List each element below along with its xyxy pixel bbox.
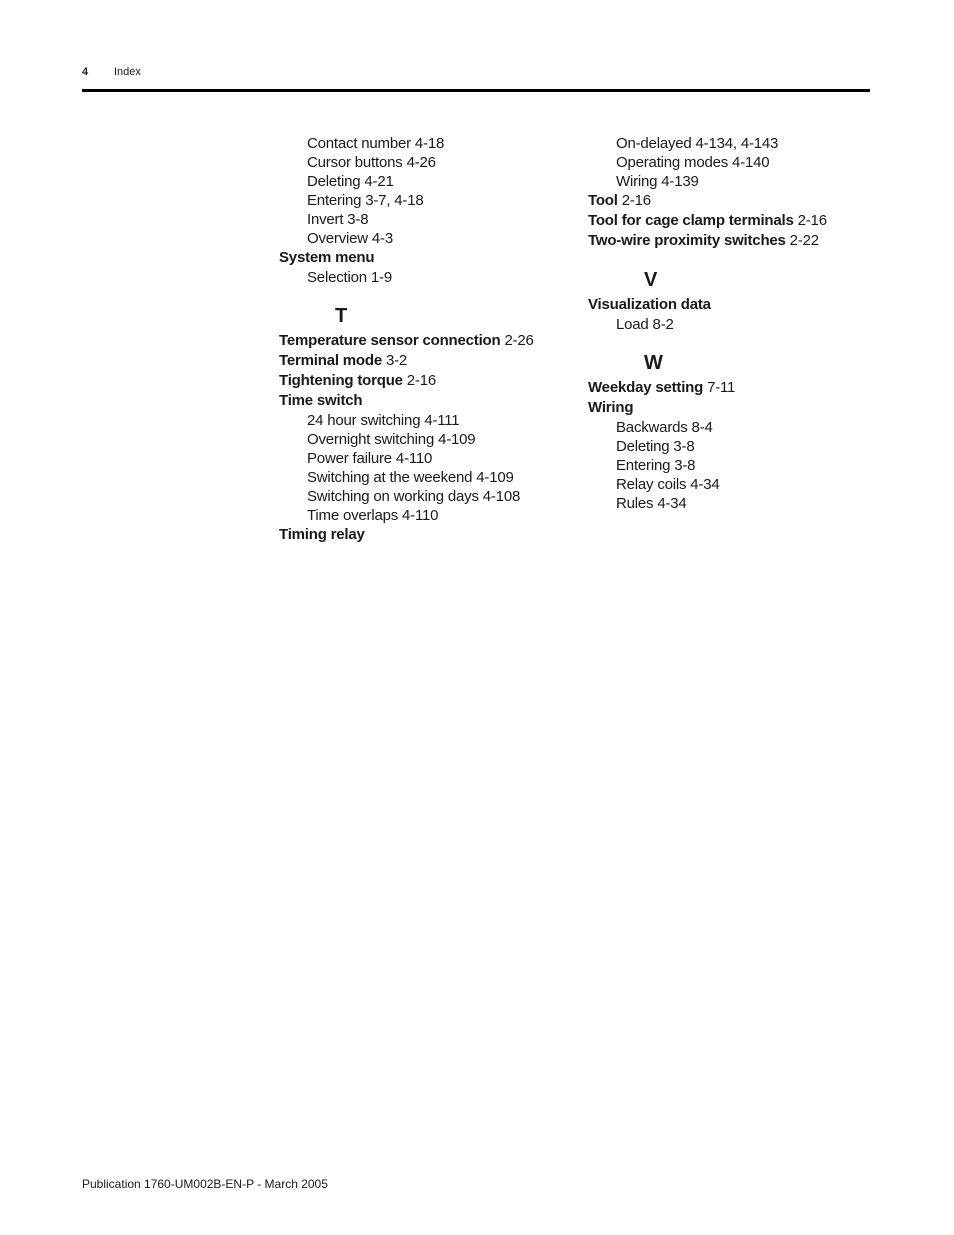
index-subentry-on-delayed: [588, 134, 878, 153]
page-reference: 2-16: [621, 192, 651, 209]
page-reference: 4-21: [364, 173, 394, 190]
index-term: Entering: [307, 192, 362, 209]
page-reference: 3-7, 4-18: [365, 192, 424, 209]
index-subentry-time-overlaps: [279, 506, 569, 525]
index-term: Switching at the weekend: [307, 469, 473, 486]
page-reference: 2-16: [406, 372, 437, 389]
index-term: Tool: [588, 192, 618, 209]
index-term: Rules: [616, 495, 654, 512]
index-letter-t: T: [335, 305, 348, 327]
index-subentry-deleting: [588, 437, 878, 456]
page-reference: 4-108: [482, 488, 521, 505]
index-subentry-switching-on-working-days: [279, 487, 569, 506]
index-term: Temperature sensor connection: [279, 332, 501, 349]
page-reference: 4-34: [690, 476, 720, 493]
index-term: Entering: [616, 457, 671, 474]
index-entry-visualization-data: [588, 295, 878, 315]
index-term: Two-wire proximity switches: [588, 232, 786, 249]
page-number: 4: [82, 66, 89, 78]
page-reference: 4-18: [414, 135, 445, 152]
index-entry-time-switch: [279, 391, 569, 411]
index-term: Weekday setting: [588, 379, 704, 396]
index-entry-tightening-torque: [279, 371, 569, 391]
index-term: Overnight switching: [307, 431, 435, 448]
page-reference: 4-139: [661, 173, 699, 190]
page-reference: 4-110: [402, 507, 439, 524]
index-term: Tool for cage clamp terminals: [588, 212, 794, 229]
page-reference: 4-140: [732, 154, 770, 171]
index-subentry-wiring: [588, 172, 878, 191]
index-subentry-overnight-switching: [279, 430, 569, 449]
index-term: 24 hour switching: [307, 412, 421, 429]
index-subentry-invert: [279, 210, 569, 229]
page-reference: 8-4: [691, 419, 713, 436]
index-subentry-power-failure: [279, 449, 569, 468]
index-term: Power failure: [307, 450, 392, 467]
index-term: Time switch: [279, 392, 363, 409]
index-term: Cursor buttons: [307, 154, 403, 171]
index-entry-system-menu: [279, 248, 569, 268]
index-term: Timing relay: [279, 526, 365, 543]
index-entry-wiring: [588, 398, 878, 418]
index-subentry-entering: [279, 191, 569, 210]
page-reference: 4-134, 4-143: [695, 135, 779, 152]
page-reference: 4-109: [438, 431, 476, 448]
index-term: Invert: [307, 211, 344, 228]
page-reference: 4-26: [406, 154, 436, 171]
index-term: Selection: [307, 269, 367, 286]
index-term: Deleting: [307, 173, 361, 190]
index-subentry-operating-modes: [588, 153, 878, 172]
index-subentry-relay-coils: [588, 475, 878, 494]
page-reference: 7-11: [707, 379, 736, 396]
index-term: Load: [616, 316, 649, 333]
index-term: Relay coils: [616, 476, 687, 493]
page-reference: 4-111: [424, 412, 460, 429]
index-subentry-24-hour-switching: [279, 411, 569, 430]
index-subentry-rules: [588, 494, 878, 513]
index-column-left: [279, 134, 569, 545]
index-term: Wiring: [588, 399, 634, 416]
index-term: Operating modes: [616, 154, 729, 171]
index-entry-terminal-mode: [279, 351, 569, 371]
index-term: Backwards: [616, 419, 688, 436]
index-term: Deleting: [616, 438, 670, 455]
page-reference: 2-16: [797, 212, 827, 229]
index-subentry-overview: [279, 229, 569, 248]
index-letter-w: W: [644, 352, 663, 374]
index-subentry-load: [588, 315, 878, 334]
page-reference: 2-26: [504, 332, 534, 349]
page-reference: 3-8: [673, 438, 695, 455]
index-subentry-entering: [588, 456, 878, 475]
index-term: On-delayed: [616, 135, 692, 152]
index-term: Tightening torque: [279, 372, 403, 389]
page-reference: 4-109: [476, 469, 514, 486]
index-term: Overview: [307, 230, 368, 247]
index-term: Wiring: [616, 173, 658, 190]
index-term: Visualization data: [588, 296, 711, 313]
page-reference: 3-8: [674, 457, 696, 474]
header-rule: [82, 89, 870, 92]
index-subentry-selection: [279, 268, 569, 287]
page-reference: 4-110: [395, 450, 433, 467]
index-subentry-backwards: [588, 418, 878, 437]
page-reference: 3-8: [347, 211, 369, 228]
index-letter-v: V: [644, 269, 658, 291]
index-entry-weekday-setting: [588, 378, 878, 398]
page-reference: 3-2: [385, 352, 408, 369]
index-term: System menu: [279, 249, 375, 266]
index-entry-tool: [588, 191, 878, 211]
index-column-right: [588, 134, 878, 513]
index-entry-tool-for-cage-clamp-terminals: [588, 211, 878, 231]
index-entry-timing-relay: [279, 525, 569, 545]
publication-footer: Publication 1760-UM002B-EN-P - March 2005: [82, 1177, 328, 1191]
page-reference: 1-9: [370, 269, 392, 286]
index-entry-two-wire-proximity-switches: [588, 231, 878, 251]
index-term: Time overlaps: [307, 507, 399, 524]
index-subentry-cursor-buttons: [279, 153, 569, 172]
index-subentry-switching-at-the-weekend: [279, 468, 569, 487]
page-reference: 8-2: [652, 316, 674, 333]
page-reference: 2-22: [789, 232, 819, 249]
index-term: Terminal mode: [279, 352, 382, 369]
page-reference: 4-3: [371, 230, 393, 247]
index-term: Switching on working days: [307, 488, 479, 505]
index-entry-temperature-sensor-connection: [279, 331, 569, 351]
index-subentry-contact-number: [279, 134, 569, 153]
running-header-title: Index: [114, 66, 141, 78]
index-term: Contact number: [307, 135, 411, 152]
page-reference: 4-34: [657, 495, 687, 512]
index-subentry-deleting: [279, 172, 569, 191]
